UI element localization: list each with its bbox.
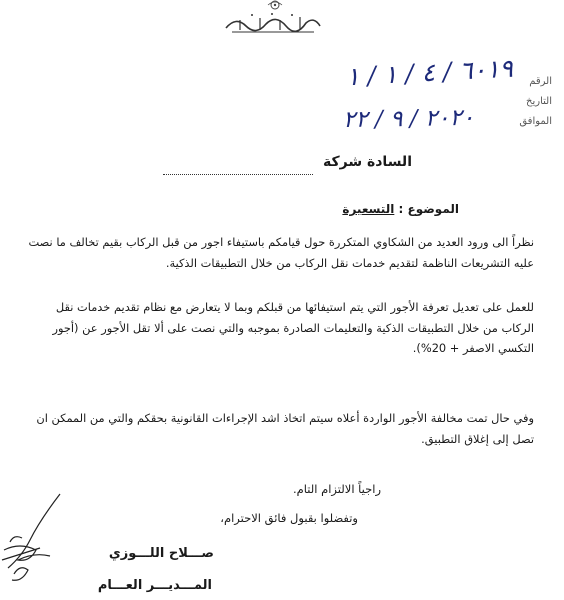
closing-request: راجياً الالتزام التام. (293, 482, 381, 496)
ref-label-date: التاريخ (526, 96, 552, 107)
ref-label-number: الرقم (529, 76, 552, 87)
signatory-name: صـــلاح اللـــوزي (108, 546, 214, 561)
closing-regards: وتفضلوا بقبول فائق الاحترام، (220, 511, 358, 525)
addressee-blank-line (163, 174, 313, 175)
subject-label: الموضوع : (398, 202, 459, 216)
body-paragraph: وفي حال تمت مخالفة الأجور الواردة أعلاه سيتم اتخاذ اشد الإجراءات القانونية بحقكم والتي من الممكن ان تصل إلى إغلاق التطبيق. (36, 411, 534, 446)
reference-date: ٢٠٢٠ / ٩ / ٢٢ (342, 104, 475, 134)
body-paragraph: نظراً الى ورود العديد من الشكاوي المتكررة حول قيامكم باستيفاء اجور من قبل الركاب بقيم تخالف ما نصت عليه التشريعات الناظمة لتقديم خدمات نقل الركاب من خلال التطبيقات الذكية. (28, 235, 534, 270)
body-paragraph: للعمل على تعديل تعرفة الأجور التي يتم استيفائها من قبلكم وبما لا يتعارض مع نظام تقديم خدمات نقل الركاب من خلال التطبيقات الذكية والتعليمات الصادرة بموجبه والتي نصت على ألا تقل الأجور عن (أجور التكسي الاصفر + 20%). (52, 300, 534, 355)
addressee: السادة شركة (323, 154, 412, 170)
handwritten-signature (0, 490, 100, 590)
reference-number: ٦٠١٩ / ٤ / ١ / ١ (345, 53, 514, 92)
subject-value: التسعيرة (342, 202, 395, 216)
ref-label-equivalent: الموافق (519, 116, 552, 127)
signatory-title: المـــديـــر العـــام (97, 578, 212, 593)
authority-logo (222, 8, 324, 38)
subject-line (342, 202, 459, 216)
